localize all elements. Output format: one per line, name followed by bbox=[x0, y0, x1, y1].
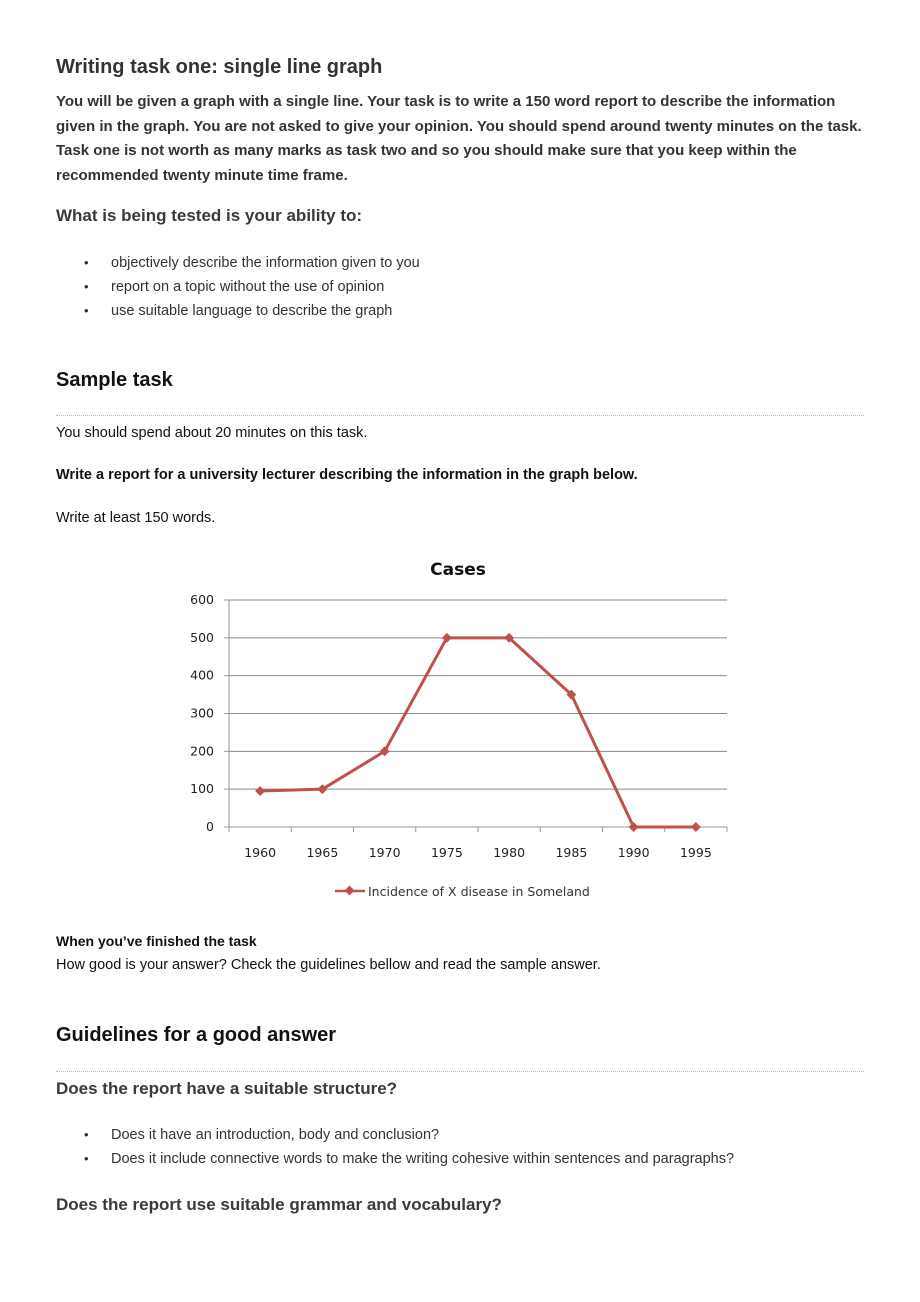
y-tick-label: 200 bbox=[190, 743, 214, 759]
y-tick-label: 400 bbox=[190, 667, 214, 683]
y-tick-label: 100 bbox=[190, 781, 214, 797]
x-axis-ticks bbox=[244, 845, 712, 860]
x-tick-label: 1970 bbox=[368, 845, 401, 860]
chart-gridlines bbox=[224, 600, 727, 832]
structure-heading: Does the report have a suitable structure? bbox=[56, 1079, 398, 1098]
x-tick-label: 1965 bbox=[306, 845, 339, 860]
page-title: Writing task one: single line graph bbox=[56, 56, 383, 78]
structure-list bbox=[56, 1123, 734, 1171]
divider bbox=[56, 1071, 864, 1072]
series-line bbox=[260, 638, 696, 827]
time-note: You should spend about 20 minutes on this task. bbox=[56, 425, 368, 441]
chart-series bbox=[255, 633, 701, 832]
task-instruction: Write a report for a university lecturer describing the information in the graph below. bbox=[56, 467, 638, 483]
list-item: • objectively describe the information given to you bbox=[56, 251, 420, 275]
finished-text: How good is your answer? Check the guidelines bellow and read the sample answer. bbox=[56, 957, 601, 973]
word-count-note: Write at least 150 words. bbox=[56, 510, 216, 526]
finished-heading: When you’ve finished the task bbox=[56, 933, 257, 949]
guidelines-heading: Guidelines for a good answer bbox=[56, 1024, 337, 1046]
y-tick-label: 300 bbox=[190, 705, 214, 721]
list-item: • Does it include connective words to make the writing cohesive within sentences and paragraphs? bbox=[56, 1147, 734, 1171]
list-item: • use suitable language to describe the graph bbox=[56, 299, 420, 323]
x-tick-label: 1960 bbox=[244, 845, 277, 860]
tested-heading: What is being tested is your ability to: bbox=[56, 206, 363, 225]
x-tick-label: 1990 bbox=[617, 845, 650, 860]
x-tick-label: 1995 bbox=[679, 845, 712, 860]
list-item: • Does it have an introduction, body and conclusion? bbox=[56, 1123, 734, 1147]
intro-paragraph: You will be given a graph with a single line. Your task is to write a 150 word report to describe the information given in the graph. You are not asked to give your opinion. You should spend around twenty minutes on the task. Task one is not worth as many marks as task two and so you should make sure that you keep within the recommended twenty minute time frame. bbox=[56, 93, 862, 184]
legend-label: Incidence of X disease in Someland bbox=[368, 884, 590, 899]
grammar-heading: Does the report use suitable grammar and vocabulary? bbox=[56, 1195, 502, 1214]
sample-task-heading: Sample task bbox=[56, 369, 173, 391]
data-point bbox=[691, 822, 701, 832]
x-tick-label: 1980 bbox=[493, 845, 526, 860]
x-tick-label: 1975 bbox=[430, 845, 463, 860]
chart-legend bbox=[335, 884, 590, 899]
data-point bbox=[255, 786, 265, 796]
y-axis-ticks bbox=[190, 592, 214, 834]
chart-title: Cases bbox=[430, 560, 486, 580]
list-item: • report on a topic without the use of opinion bbox=[56, 275, 420, 299]
x-tick-label: 1985 bbox=[555, 845, 588, 860]
y-tick-label: 600 bbox=[190, 592, 214, 607]
y-tick-label: 500 bbox=[190, 629, 214, 645]
y-tick-label: 0 bbox=[206, 819, 214, 834]
legend-marker bbox=[345, 886, 355, 896]
data-point bbox=[629, 822, 639, 832]
